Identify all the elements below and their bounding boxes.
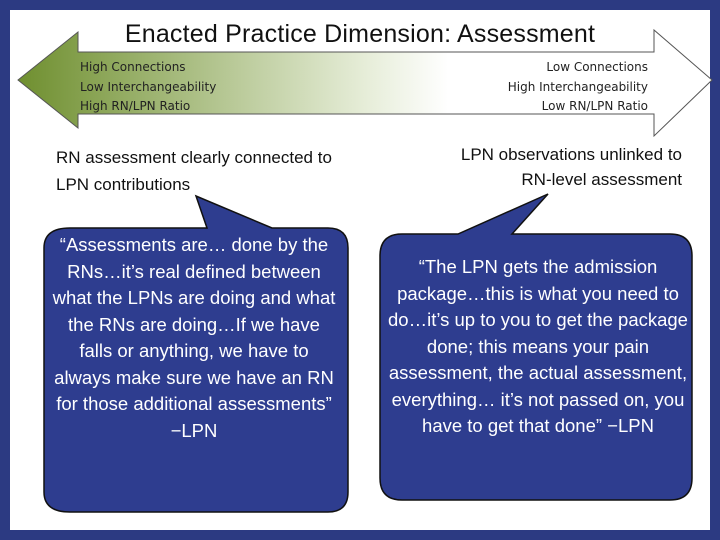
- left-heading: RN assessment clearly connected to LPN contributions: [56, 148, 332, 194]
- left-characteristic-item: Low Interchangeability: [80, 79, 217, 94]
- right-heading: LPN observations unlinked to RN-level assessment: [460, 145, 682, 189]
- slide-title: Enacted Practice Dimension: Assessment: [124, 20, 596, 48]
- left-quote: “Assessments are… done by the RNs…it’s real defined between what the LPNs are doing and what the RNs are doing…If we have falls or anything, we have to always make sure we have an RN for those additional assessments” −LPN: [52, 234, 336, 441]
- right-characteristic-item: High Interchangeability: [507, 79, 648, 94]
- right-characteristic-item: Low Connections: [546, 60, 648, 74]
- right-characteristic-item: Low RN/LPN Ratio: [541, 99, 648, 113]
- left-characteristic-item: High Connections: [80, 60, 186, 74]
- right-quote: “The LPN gets the admission package…this is what you need to do…it’s up to you to get the package done; this means your pain assessment, the actual assessment, everything… it’s not passed on, you have to get that done” −LPN: [388, 256, 688, 436]
- left-characteristic-item: High RN/LPN Ratio: [80, 99, 191, 113]
